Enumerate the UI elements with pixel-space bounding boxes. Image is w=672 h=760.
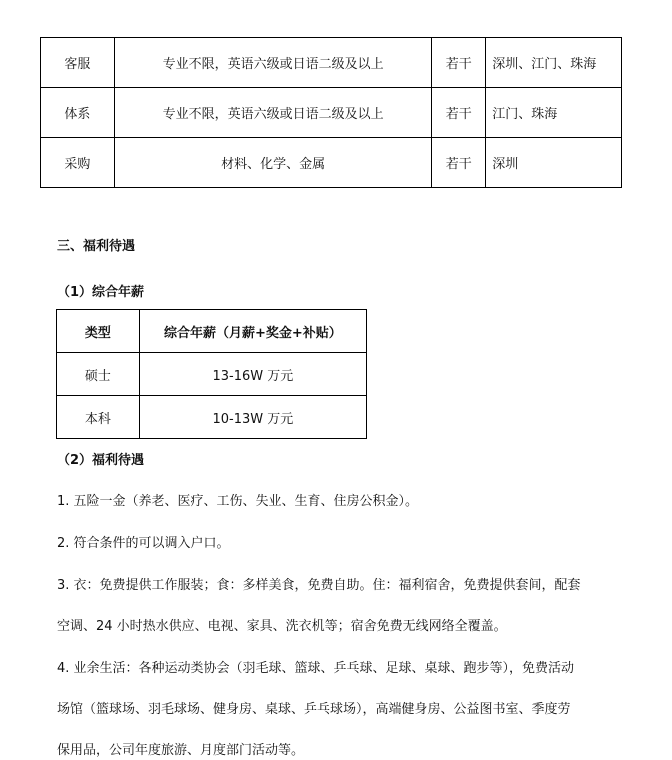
job-location: 深圳	[486, 138, 622, 188]
salary-amount: 13-16W 万元	[139, 353, 366, 396]
table-header-row	[57, 310, 367, 353]
salary-type: 硕士	[57, 353, 140, 396]
job-position: 采购	[41, 138, 115, 188]
section-title: 三、福利待遇	[57, 239, 136, 254]
header-type: 类型	[57, 310, 140, 353]
salary-table	[56, 309, 367, 439]
table-row	[41, 38, 622, 88]
benefit-line: 1. 五险一金（养老、医疗、工伤、失业、生育、住房公积金）。	[57, 494, 419, 509]
job-requirement: 材料、化学、金属	[114, 138, 431, 188]
job-location: 深圳、江门、珠海	[486, 38, 622, 88]
job-count: 若干	[432, 88, 486, 138]
job-table	[40, 37, 622, 188]
job-count: 若干	[432, 38, 486, 88]
header-salary: 综合年薪（月薪+奖金+补贴）	[139, 310, 366, 353]
table-row	[57, 396, 367, 439]
benefit-line: 3. 衣：免费提供工作服装；食：多样美食，免费自助。住：福利宿舍，免费提供套间，配套	[57, 578, 581, 593]
job-requirement: 专业不限，英语六级或日语二级及以上	[114, 38, 431, 88]
salary-amount: 10-13W 万元	[139, 396, 366, 439]
benefit-line: 4. 业余生活：各种运动类协会（羽毛球、篮球、乒乓球、足球、桌球、跑步等），免费活动	[57, 661, 575, 676]
job-requirement: 专业不限，英语六级或日语二级及以上	[114, 88, 431, 138]
benefit-line: 2. 符合条件的可以调入户口。	[57, 536, 230, 551]
job-location: 江门、珠海	[486, 88, 622, 138]
job-position: 客服	[41, 38, 115, 88]
benefit-line: 场馆（篮球场、羽毛球场、健身房、桌球、乒乓球场），高端健身房、公益图书室、季度劳	[57, 702, 571, 717]
salary-type: 本科	[57, 396, 140, 439]
benefits-heading: （2）福利待遇	[57, 453, 145, 468]
salary-heading: （1）综合年薪	[57, 285, 145, 300]
benefit-line: 保用品，公司年度旅游、月度部门活动等。	[57, 743, 305, 758]
table-row	[41, 88, 622, 138]
benefit-line: 空调、24 小时热水供应、电视、家具、洗衣机等；宿舍免费无线网络全覆盖。	[57, 619, 507, 634]
job-position: 体系	[41, 88, 115, 138]
table-row	[41, 138, 622, 188]
table-row	[57, 353, 367, 396]
job-count: 若干	[432, 138, 486, 188]
